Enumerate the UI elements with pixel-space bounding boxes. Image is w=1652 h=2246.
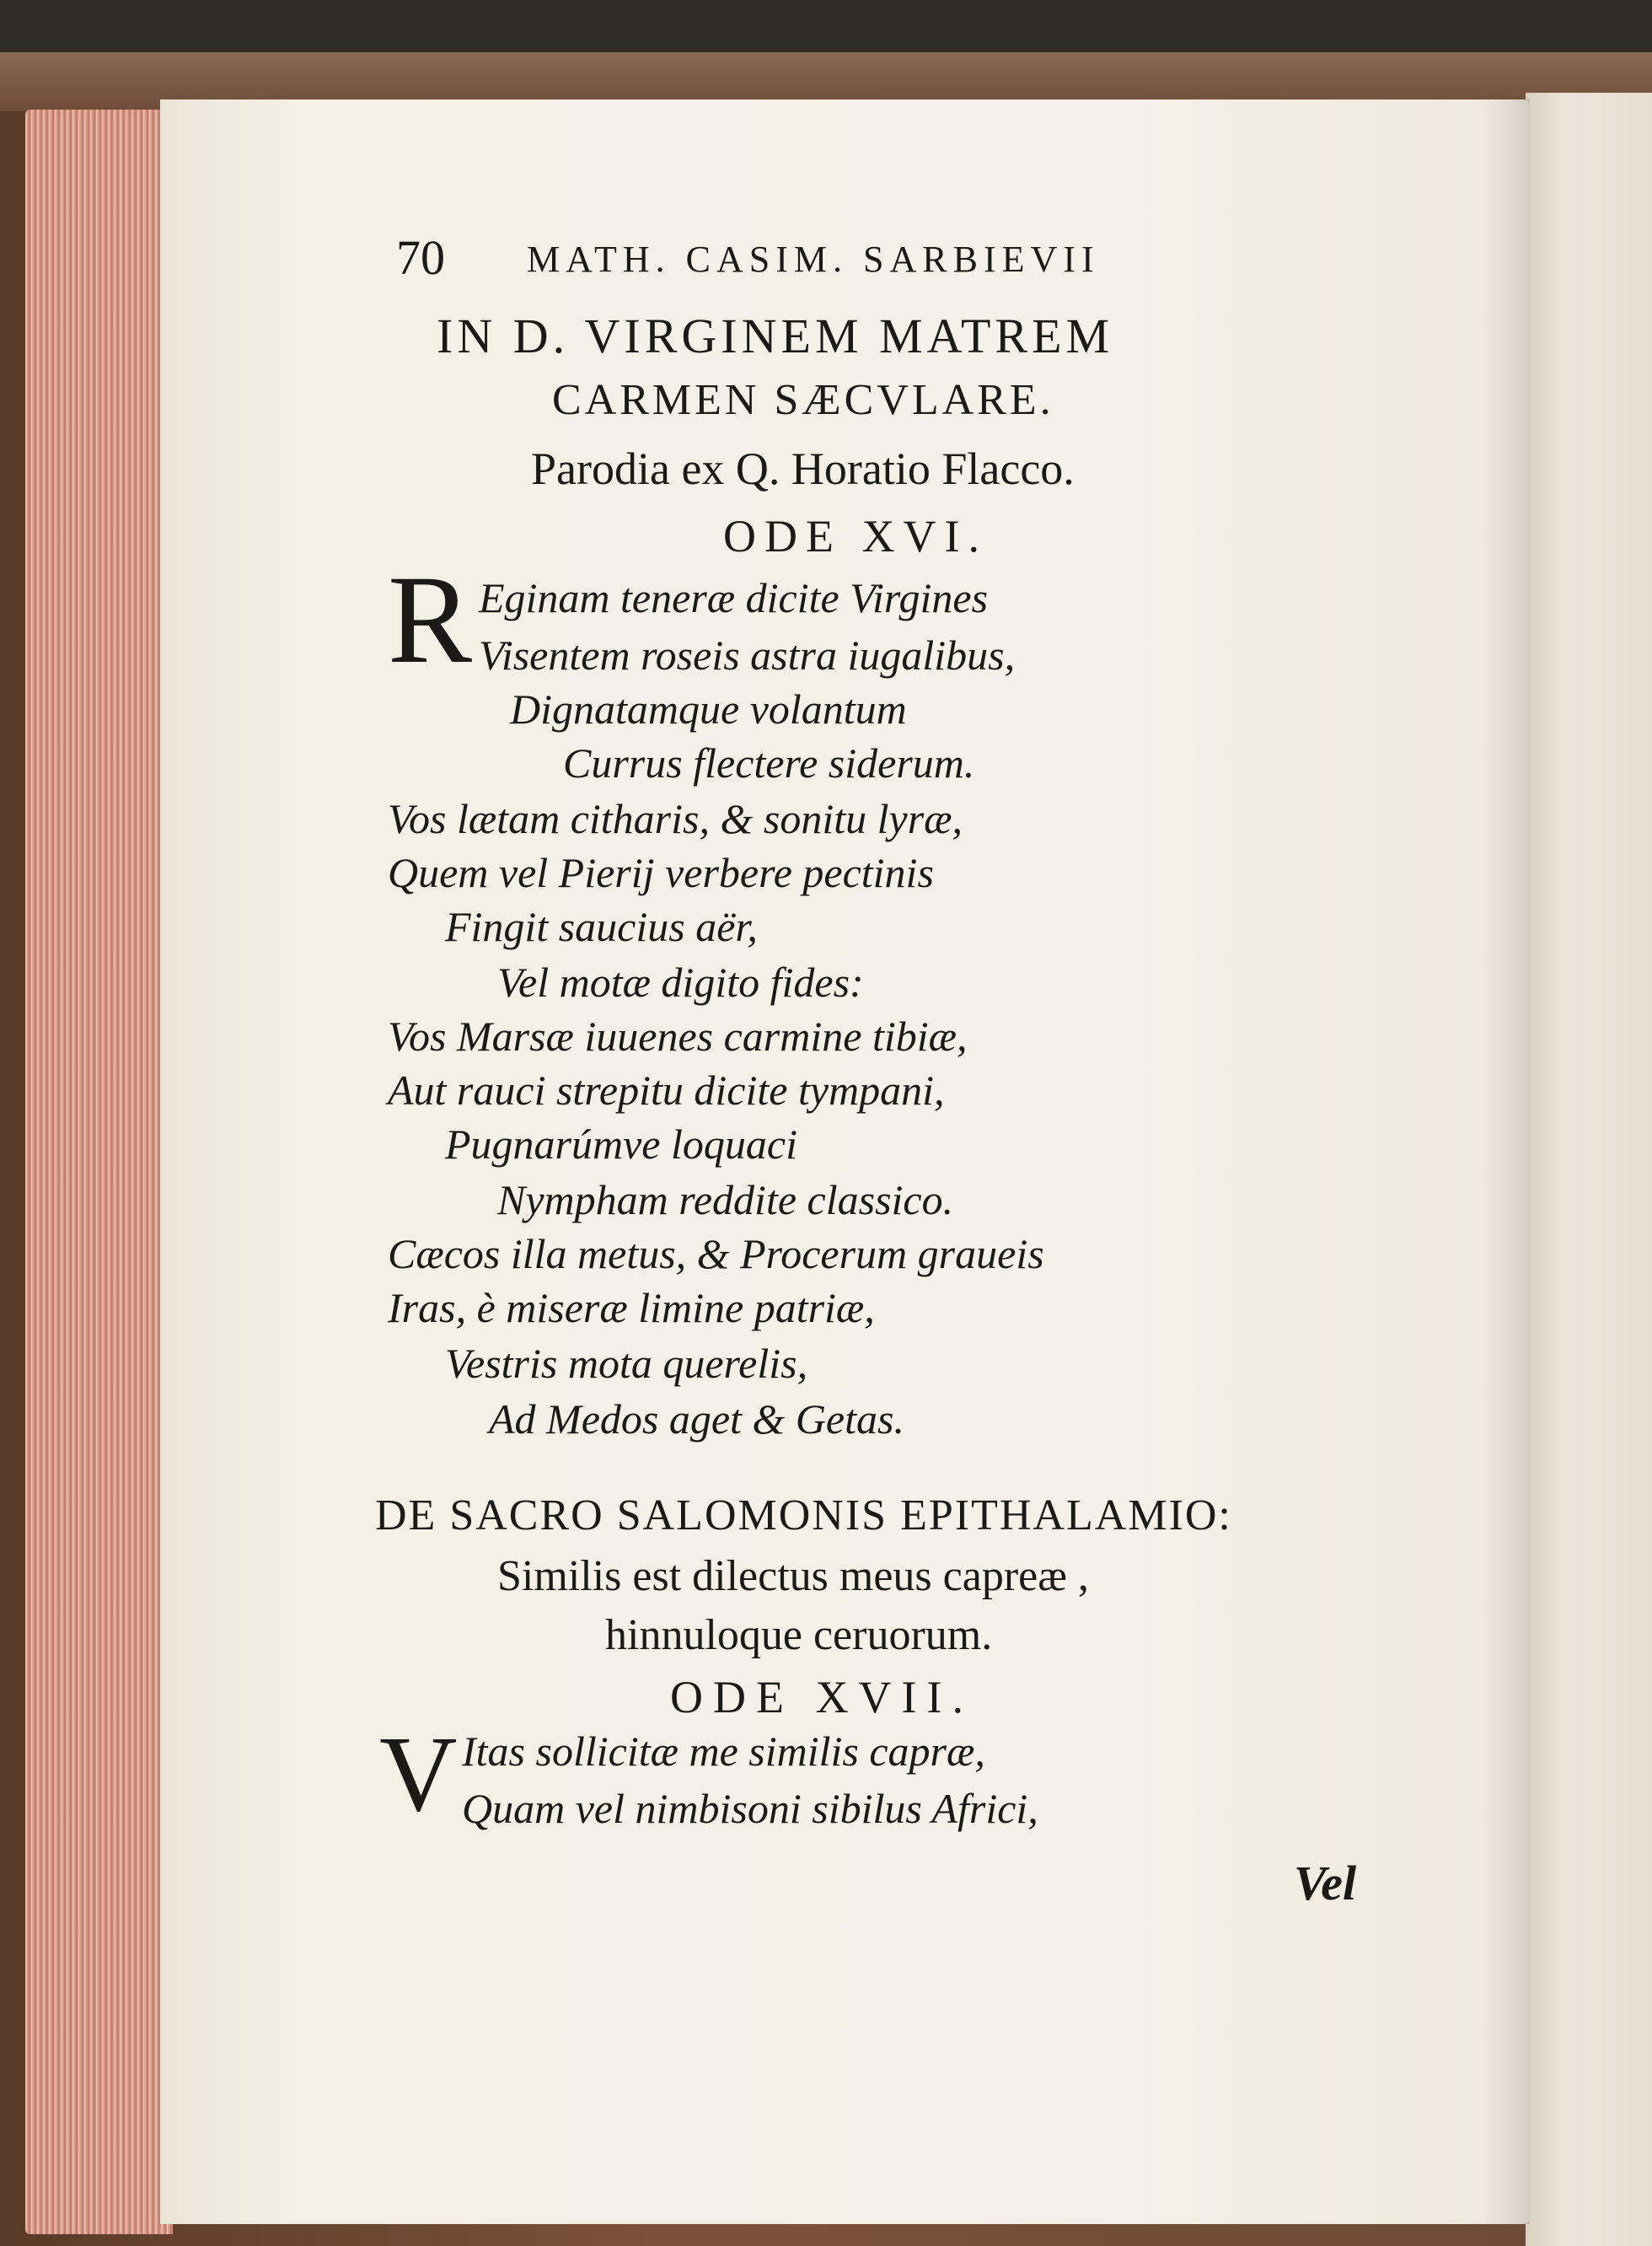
drop-cap: V <box>379 1714 458 1834</box>
running-title: MATH. CASIM. SARBIEVII <box>527 239 1100 280</box>
verse-line: Fingit saucius aër, <box>445 903 758 950</box>
verse-line: Dignatamque volantum <box>510 685 907 733</box>
page-block-edges <box>25 110 173 2234</box>
verse-line: Visentem roseis astra iugalibus, <box>479 631 1016 679</box>
ode-label: ODE XVII. <box>670 1672 974 1722</box>
poem-subtitle: Parodia ex Q. Horatio Flacco. <box>531 443 1075 494</box>
drop-cap: R <box>388 550 473 690</box>
page-number: 70 <box>396 230 445 285</box>
verse-line: Quem vel Pierij verbere pectinis <box>388 849 934 896</box>
poem-subtitle-line2: hinnuloque ceruorum. <box>605 1611 993 1659</box>
gutter-shadow <box>1483 99 1530 2224</box>
poem-subtitle-line1: Similis est dilectus meus capreæ , <box>497 1552 1089 1600</box>
verse-line: Ad Medos aget & Getas. <box>489 1395 904 1443</box>
verse-line: Currus flectere siderum. <box>563 739 975 787</box>
poem-title: DE SACRO SALOMONIS EPITHALAMIO: <box>375 1491 1232 1539</box>
facing-page <box>1526 93 1652 2246</box>
ode-label: ODE XVI. <box>723 511 988 562</box>
verse-line: Eginam teneræ dicite Virgines <box>479 574 989 621</box>
verse-line: Nympham reddite classico. <box>497 1176 954 1223</box>
verse-line: Quam vel nimbisoni sibilus Africi, <box>462 1785 1038 1832</box>
verse-line: Iras, è miseræ limine patriæ, <box>388 1284 875 1331</box>
verse-line: Vestris mota querelis, <box>445 1340 808 1387</box>
verse-line: Aut rauci strepitu dicite tympani, <box>388 1067 945 1114</box>
verse-line: Pugnarúmve loquaci <box>445 1120 797 1168</box>
poem-title-line2: CARMEN SÆCVLARE. <box>552 376 1054 424</box>
verse-line: Vos Marsæ iuuenes carmine tibiæ, <box>388 1013 968 1060</box>
verse-line: Vos lætam citharis, & sonitu lyræ, <box>388 795 963 842</box>
verse-line: Cæcos illa metus, & Procerum graueis <box>388 1230 1044 1277</box>
poem-title-line1: IN D. VIRGINEM MATREM <box>437 309 1114 363</box>
verse-line: Vel motæ digito fides: <box>497 959 864 1006</box>
verse-line: Itas sollicitæ me similis capræ, <box>462 1727 985 1775</box>
catchword: Vel <box>1294 1856 1357 1910</box>
